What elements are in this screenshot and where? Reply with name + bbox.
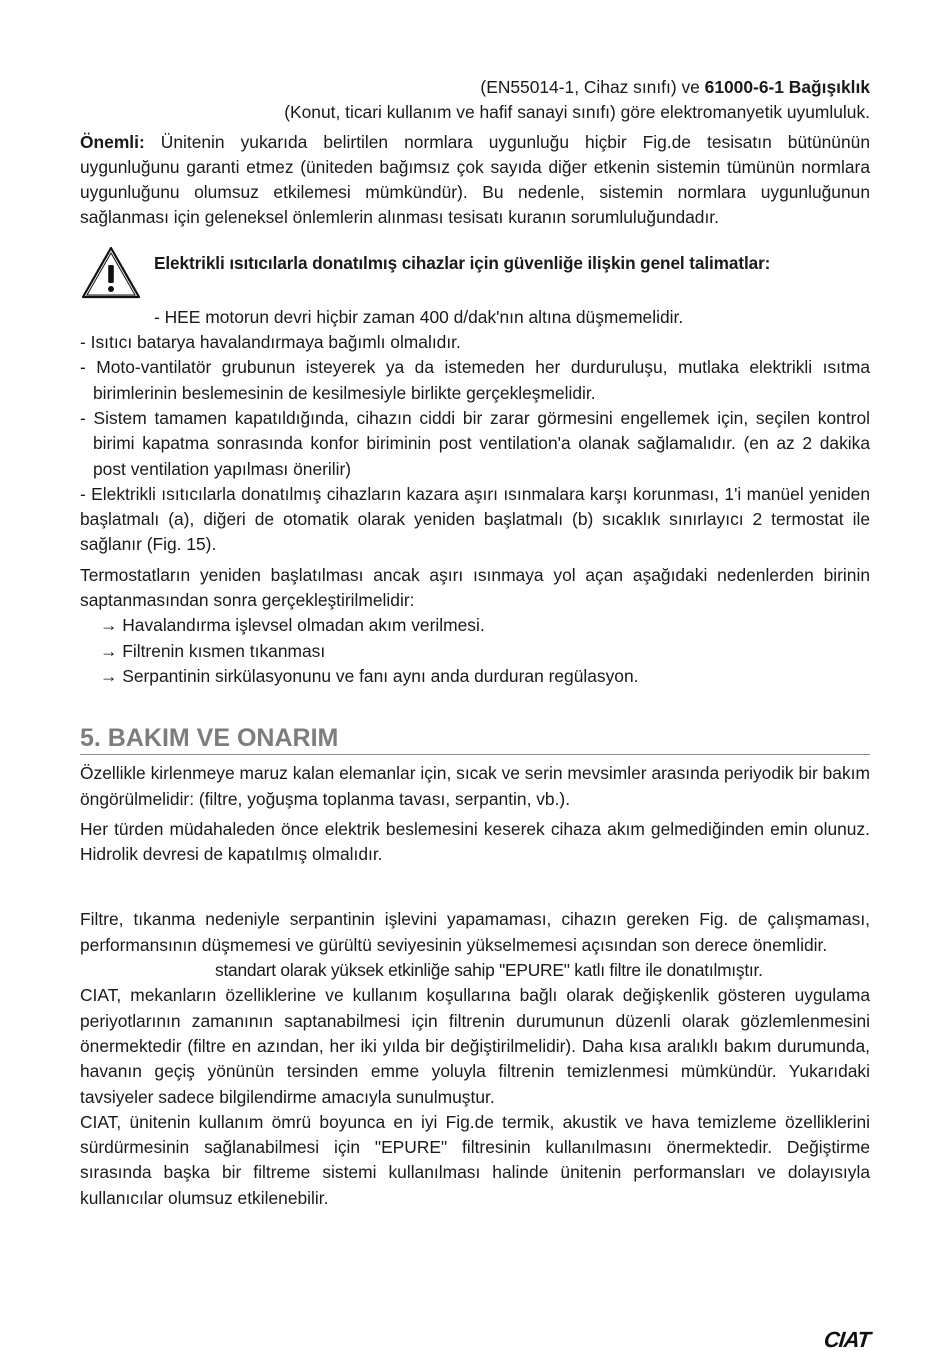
cause-item: → Filtrenin kısmen tıkanması <box>100 640 326 661</box>
epure-standard-line: standart olarak yüksek etkinliğe sahip "EPURE" katlı filtre ile donatılmıştır. <box>215 960 763 981</box>
important-text: Ünitenin yukarıda belirtilen normlara uygunluğu hiçbir Fig.de tesisatın bütününün uygunluğunu garanti etmez (üniteden bağımsız çok sayıda diğer etkenin sistemin tümünün normlara uygunluğunu olumsuz etkilemesi mümkündür). Bu nedenle, sistemin normlara uygunluğunun sağlanması için geleneksel önlemlerin alınması tesisatı kuranın sorumluluğundadır. <box>80 131 870 228</box>
restart-paragraph: Termostatların yeniden başlatılması ancak aşırı ısınmaya yol açan aşağıdaki nedenlerden birinin saptanmasından sonra gerçekleştirilmelidir: <box>80 564 870 611</box>
warning-title: Elektrikli ısıtıcılarla donatılmış cihazlar için güvenliğe ilişkin genel talimatlar: <box>154 252 771 273</box>
standards-text: (EN55014-1, Cihaz sınıfı) ve <box>480 77 705 97</box>
warning-first-item: - HEE motorun devri hiçbir zaman 400 d/dak'nın altına düşmemelidir. <box>154 306 684 327</box>
maintenance-paragraph-2: Her türden müdahaleden önce elektrik beslemesini keserek cihaza akım gelmediğinden emin olunuz. Hidrolik devresi de kapatılmış olmalıdır. <box>80 818 870 865</box>
warning-item: - Sistem tamamen kapatıldığında, cihazın ciddi bir zarar görmesini engellemek için, seçilen kontrol birimi kapatma sonrasında konfor biriminin post ventilation'a olanak sağlamalıdır. (en az 2 dakika post ventilation yapılması önerilir) <box>80 407 870 479</box>
standards-bold: 61000-6-1 Bağışıklık <box>704 77 870 97</box>
standards-line-1 <box>380 75 870 100</box>
important-paragraph <box>80 130 870 231</box>
warning-triangle-icon <box>80 245 142 301</box>
section-heading: 5. BAKIM VE ONARIM <box>80 723 870 755</box>
maintenance-paragraph-1: Özellikle kirlenmeye maruz kalan elemanlar için, sıcak ve serin mevsimler arasında periyodik bir bakım öngörülmelidir: (filtre, yoğuşma toplanma tavası, serpantin, vb.). <box>80 763 870 809</box>
ciat-logo: CIAT <box>823 1327 872 1352</box>
warning-item: - Isıtıcı batarya havalandırmaya bağımlı olmalıdır. <box>80 332 461 353</box>
ciat-epure-paragraph: CIAT, ünitenin kullanım ömrü boyunca en iyi Fig.de termik, akustik ve hava temizleme özelliklerini sürdürmesinin sağlanabilmesi için "EPURE" filtresinin kullanılmasını önermektedir. Değiştirme sırasında başka bir filtreme sistemi kullanılması halinde ünitenin performansları ve dolayısıyla kullanıcılar olumsuz etkilenebilir. <box>80 1111 870 1208</box>
thermostat-paragraph: - Elektrikli ısıtıcılarla donatılmış cihazların kazara aşırı ısınmalara karşı korunması, 1'i manüel yeniden başlatmalı (a), diğeri de otomatik olarak yeniden başlatmalı (b) sıcaklık sınırlayıcı 2 termostat ile sağlanır (Fig. 15). <box>80 483 870 555</box>
filter-paragraph: Filtre, tıkanma nedeniyle serpantinin işlevini yapamaması, cihazın gereken Fig. de çalışmaması, performansının düşmemesi ve gürültü seviyesinin yükselmemesi açısından son derece önemlidir. <box>80 909 870 955</box>
warning-block <box>80 245 870 305</box>
important-label: Önemli: <box>80 131 145 152</box>
ciat-recommendation-paragraph: CIAT, mekanların özelliklerine ve kullanım koşullarına bağlı olarak değişkenlik gösteren uygulama periyotlarının zamanının saptanabilmesi için filtrenin durumunun düzenli olarak gözlemlenmesini önermektedir (filtre en azından, her iki yılda bir değiştirilmelidir). Daha kısa aralıklı bakım durumunda, havanın geçiş yönünün tersinden emme yoluyla filtrenin temizlenmesi mümkündür. Yukarıdaki tavsiyeler sadece bilgilendirme amacıyla sunulmuştur. <box>80 985 870 1107</box>
document-page <box>80 75 870 1211</box>
standards-line-2: (Konut, ticari kullanım ve hafif sanayi sınıfı) göre elektromanyetik uyumluluk. <box>284 102 870 123</box>
cause-item: → Serpantinin sirkülasyonunu ve fanı aynı anda durduran regülasyon. <box>100 665 639 686</box>
cause-item: → Havalandırma işlevsel olmadan akım verilmesi. <box>100 615 485 636</box>
warning-item: - Moto-vantilatör grubunun isteyerek ya da istemeden her durduruluşu, mutlaka elektrikli ısıtma birimlerinin beslemesinin de kesilmesiyle birlikte gerçekleşmelidir. <box>80 357 870 403</box>
